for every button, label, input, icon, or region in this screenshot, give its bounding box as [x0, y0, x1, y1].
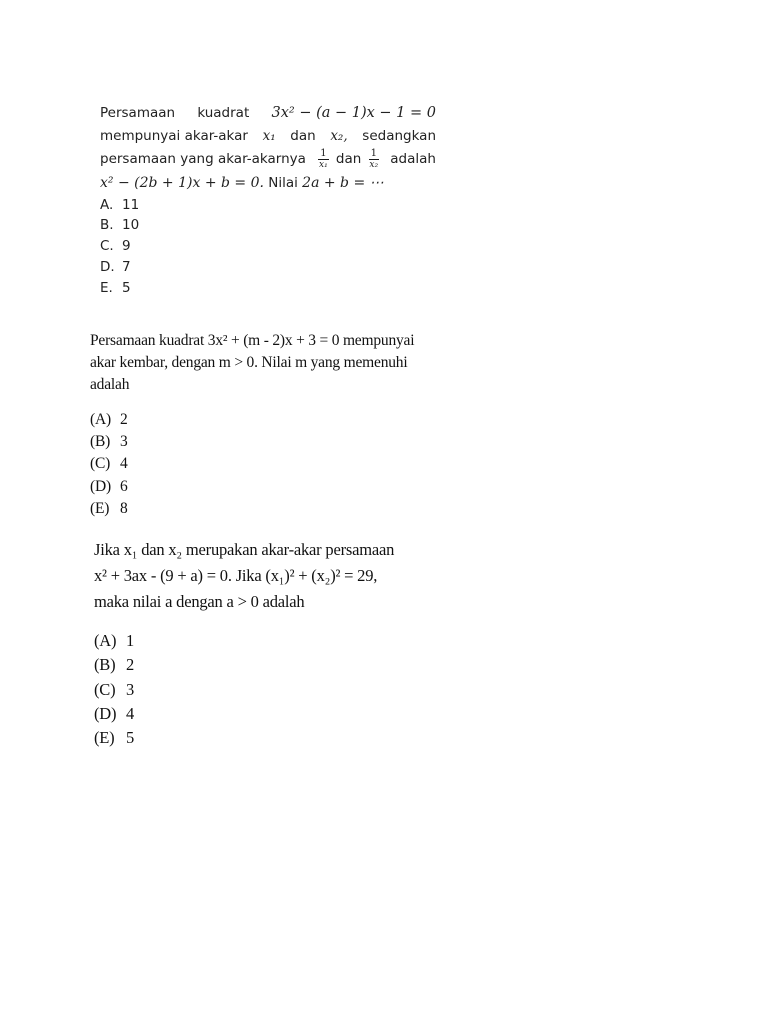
problem-1-text: persamaan yang akar-akarnya — [100, 151, 306, 167]
problem-2-line-2: akar kembar, dengan m > 0. Nilai m yang memenuhi — [90, 354, 408, 371]
option — [90, 431, 450, 453]
option-value: 5 — [126, 728, 135, 748]
problem-2 — [90, 330, 450, 520]
option — [90, 409, 450, 431]
option-label: (A) — [90, 411, 111, 428]
fraction-numerator: 1 — [320, 147, 327, 159]
problem-1-equation: 2a + b = ⋯ — [302, 175, 384, 191]
option — [90, 476, 450, 498]
option — [100, 278, 440, 299]
fraction — [369, 148, 379, 171]
option-value: 2 — [126, 655, 135, 675]
option-label: (C) — [94, 679, 116, 699]
option — [100, 257, 440, 278]
option-value: 1 — [126, 631, 135, 650]
option-value: 6 — [120, 477, 128, 495]
option — [94, 726, 494, 750]
option — [94, 653, 494, 677]
option-label: A. — [100, 196, 114, 213]
option-value: 2 — [120, 411, 128, 428]
problem-3 — [94, 537, 494, 750]
problem-1-text: Nilai — [268, 175, 298, 191]
option-value: 10 — [122, 217, 140, 234]
problem-1-variable: x₁ — [262, 127, 276, 144]
problem-1-text: dan — [290, 127, 316, 144]
option-value: 11 — [122, 196, 140, 213]
option-label: E. — [100, 279, 113, 296]
fraction-denominator: x₂ — [369, 159, 379, 170]
fraction — [318, 148, 328, 171]
option-label: D. — [100, 258, 115, 275]
problem-3-line-2: x² + 3ax - (9 + a) = 0. Jika (x₁)² + (x₂)² = 29, — [94, 566, 378, 585]
problem-1-equation: 3x² − (a − 1)x − 1 = 0 — [271, 105, 436, 121]
option-label: (A) — [94, 631, 117, 650]
option — [100, 236, 440, 257]
problem-1-text: kuadrat — [197, 105, 250, 121]
option — [94, 702, 494, 726]
option-value: 4 — [120, 455, 128, 473]
option-value: 9 — [122, 238, 131, 255]
option-label: (B) — [94, 655, 116, 675]
problem-1-line-4 — [100, 172, 440, 195]
option — [100, 195, 440, 216]
problem-1-text: Persamaan — [100, 105, 176, 121]
option-label: (D) — [90, 477, 111, 495]
option-value: 3 — [120, 433, 128, 451]
problem-1-line-1 — [100, 102, 436, 125]
problem-1-equation: x² − (2b + 1)x + b = 0. — [100, 175, 264, 191]
problem-3-line-1: Jika x₁ dan x₂ merupakan akar-akar persamaan — [94, 540, 395, 559]
option-label: (C) — [90, 455, 111, 473]
problem-2-line-1: Persamaan kuadrat 3x² + (m - 2)x + 3 = 0 mempunyai — [90, 332, 415, 349]
problem-3-line-3: maka nilai a dengan a > 0 adalah — [94, 592, 305, 611]
problem-1-text: dan — [335, 151, 362, 167]
option-label: (E) — [90, 499, 110, 517]
problem-1-options — [100, 195, 440, 299]
fraction-numerator: 1 — [370, 147, 377, 159]
option — [94, 678, 494, 702]
option-value: 7 — [122, 258, 131, 275]
option-label: C. — [100, 238, 114, 255]
option-label: (E) — [94, 728, 115, 748]
problem-1-line-2 — [100, 125, 436, 148]
fraction-denominator: x₁ — [319, 159, 328, 170]
problem-3-options — [94, 629, 494, 750]
option-label: (B) — [90, 433, 111, 451]
option-value: 4 — [126, 703, 135, 723]
problem-1-text: mempunyai akar-akar — [100, 127, 248, 144]
option — [90, 453, 450, 475]
option-value: 5 — [122, 279, 131, 296]
problem-1-line-3 — [100, 147, 440, 172]
problem-1-text: sedangkan — [362, 127, 436, 144]
option-label: (D) — [94, 703, 117, 723]
option — [90, 498, 450, 520]
problem-1-text: adalah — [390, 151, 436, 167]
option — [94, 629, 494, 653]
problem-2-options — [90, 409, 450, 520]
problem-1-variable: x₂, — [330, 127, 348, 144]
problem-2-line-3: adalah — [90, 376, 130, 393]
problem-1 — [100, 102, 440, 298]
option — [100, 215, 440, 236]
option-label: B. — [100, 217, 114, 234]
option-value: 3 — [126, 679, 135, 699]
option-value: 8 — [120, 499, 128, 517]
